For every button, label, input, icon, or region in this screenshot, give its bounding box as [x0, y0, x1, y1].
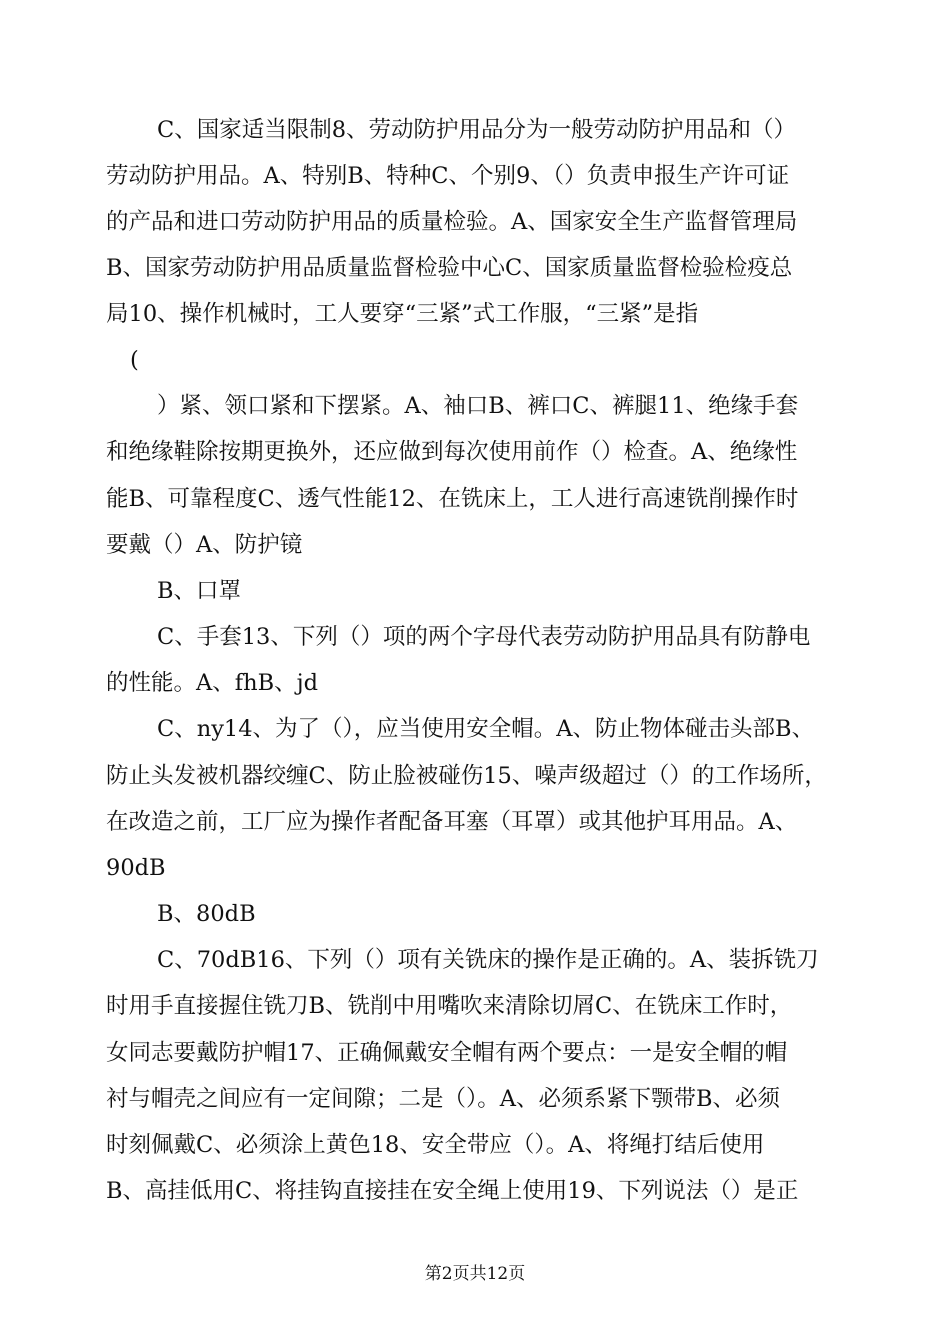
- text-line: 要戴（）A、防护镜: [106, 532, 303, 558]
- text-line: ）紧、领口紧和下摆紧。A、袖口B、裤口C、裤腿11、绝缘手套: [157, 393, 799, 419]
- text-line: B、80dB: [157, 901, 256, 927]
- text-line: 的产品和进口劳动防护用品的质量检验。A、国家安全生产监督管理局: [106, 209, 798, 235]
- text-line: 劳动防护用品。A、特别B、特种C、个别9、（）负责申报生产许可证: [106, 163, 790, 189]
- text-line: 90dB: [106, 855, 166, 881]
- text-line: B、高挂低用C、将挂钩直接挂在安全绳上使用19、下列说法（）是正: [106, 1178, 799, 1204]
- text-line: B、口罩: [157, 578, 242, 604]
- text-line: 衬与帽壳之间应有一定间隙；二是（）。A、必须系紧下颚带B、必须: [106, 1086, 781, 1112]
- text-line: 女同志要戴防护帽17、正确佩戴安全帽有两个要点：一是安全帽的帽: [106, 1040, 788, 1066]
- text-line: 的性能。A、fhB、jd: [106, 670, 318, 696]
- text-line: 时刻佩戴C、必须涂上黄色18、安全带应（）。A、将绳打结后使用: [106, 1132, 765, 1158]
- text-line: B、国家劳动防护用品质量监督检验中心C、国家质量监督检验检疫总: [106, 255, 793, 281]
- text-line: 在改造之前，工厂应为操作者配备耳塞（耳罩）或其他护耳用品。A、: [106, 809, 798, 835]
- text-line: C、ny14、为了（），应当使用安全帽。A、防止物体碰击头部B、: [157, 716, 815, 742]
- text-line: C、70dB16、下列（）项有关铣床的操作是正确的。A、装拆铣刀: [157, 947, 819, 973]
- text-line: C、手套13、下列（）项的两个字母代表劳动防护用品具有防静电: [157, 624, 811, 650]
- text-line: 能B、可靠程度C、透气性能12、在铣床上，工人进行高速铣削操作时: [106, 486, 799, 512]
- text-line: 时用手直接握住铣刀B、铣削中用嘴吹来清除切屑C、在铣床工作时，: [106, 993, 793, 1019]
- text-line: 和绝缘鞋除按期更换外，还应做到每次使用前作（）检查。A、绝缘性: [106, 439, 798, 465]
- text-line: C、国家适当限制8、劳动防护用品分为一般劳动防护用品和（）: [157, 117, 797, 143]
- text-line: (: [130, 347, 139, 373]
- text-line: 防止头发被机器绞缠C、防止脸被碰伤15、噪声级超过（）的工作场所，: [106, 763, 827, 789]
- text-line: 局10、操作机械时，工人要穿“三紧”式工作服，“三紧”是指: [106, 301, 699, 327]
- page-number: 第2页共12页: [424, 1264, 526, 1284]
